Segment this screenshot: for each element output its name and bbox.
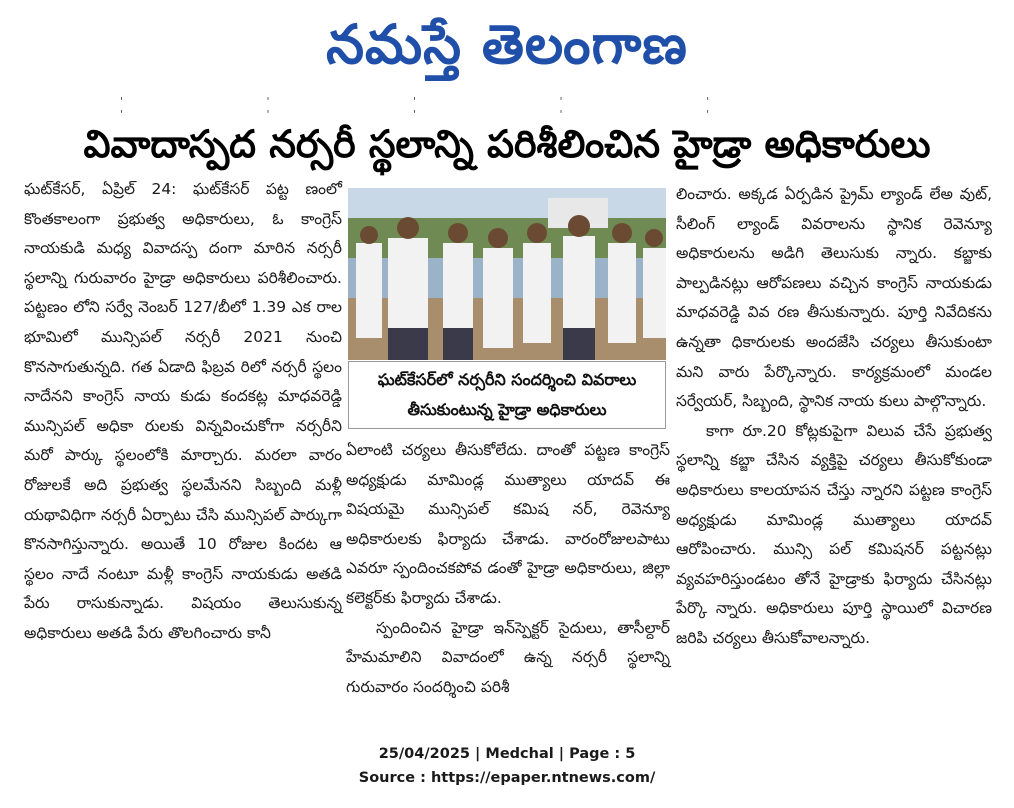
article-column-1 xyxy=(24,175,342,721)
newspaper-logo: నమస్తే తెలంగాణ xyxy=(326,13,688,76)
article-column-2 xyxy=(346,436,670,721)
article-headline: వివాదాస్పద నర్సరీ స్థలాన్ని పరిశీలించిన హైడ్రా అధికారులు xyxy=(83,122,931,166)
article-photo xyxy=(348,188,666,360)
photo-caption: ఘట్‌కేసర్‌లో నర్సరీని సందర్శించి వివరాలు తీసుకుంటున్న హైడ్రా అధికారులు xyxy=(348,361,666,429)
source-url: Source : https://epaper.ntnews.com/ xyxy=(358,770,656,786)
column-3-paragraph-2: కాగా రూ.20 కోట్లకుపైగా విలువ చేసే ప్రభుత్వ స్థలాన్ని కబ్జా చేసిన వ్యక్తిపై చర్యలు తీసుకోకుండా అధికారులు కాలయాపన చేస్తు న్నారని పట్టణ కాంగ్రెస్ అధ్యక్షుడు మామిండ్ల ముత్యాలు యాదవ్ ఆరోపించారు. మున్సి పల్ కమిషనర్ పట్టనట్లు వ్యవహరిస్తుండటం తోనే హైడ్రాకు ఫిర్యాదు చేసినట్లు పేర్కొ న్నారు. అధికారులు పూర్తి స్థాయిలో విచారణ జరిపి చర్యలు తీసుకోవాలన్నారు. xyxy=(676,421,992,647)
column-3-paragraph-1: లించారు. అక్కడ ఏర్పడిన ప్రైమ్ ల్యాండ్ లేఅ వుట్, సీలింగ్ ల్యాండ్ వివరాలను స్థానిక రెవెన్యూ అధికారులను అడిగి తెలుసుకు న్నారు. కబ్జాకు పాల్పడినట్లు ఆరోపణలు వచ్చిన కాంగ్రెస్ నాయకుడు మాధవరెడ్డి వివ రణ తీసుకున్నారు. పూర్తి నివేదికను ఉన్నతా ధికారులకు అందజేసి చర్యలు తీసుకుంటా మని వారు పేర్కొన్నారు. కార్యక్రమంలో మండల సర్వేయర్, సిబ్బంది, స్థానిక నాయ కులు పాల్గొన్నారు. xyxy=(676,185,992,411)
column-2-paragraph-2: స్పందించిన హైడ్రా ఇన్‌స్పెక్టర్ సైదులు, తాసీల్దార్ హేమమాలిని వివాదంలో ఉన్న నర్సరీ స్థలాన్ని గురువారం సందర్శించి పరిశీ xyxy=(346,618,670,696)
cut-off-text-strip: ' ' ' ' ' ' ' ' ' ' xyxy=(120,95,780,121)
edition-info: 25/04/2025 | Medchal | Page : 5 xyxy=(378,746,636,762)
article-column-3 xyxy=(676,180,992,721)
masthead xyxy=(0,2,1014,88)
column-1-text: ఘట్‌కేసర్, ఏప్రిల్ 24: ఘట్‌కేసర్ పట్ట ణంలో కొంతకాలంగా ప్రభుత్వ అధికారులు, ఓ కాంగ్రెస్ నాయకుడి మధ్య వివాదస్ప దంగా మారిన నర్సరీ స్థలాన్ని గురువారం హైడ్రా అధికారులు పరిశీలించారు. పట్టణం లోని సర్వే నెంబర్ 127/బీలో 1.39 ఎక రాల భూమిలో మున్సిపల్ నర్సరీ 2021 నుంచి కొనసాగుతున్నది. గత ఏడాది ఫిబ్రవ రిలో నర్సరీ స్థలం నాదేనని కాంగ్రెస్ నాయ కుడు కందకట్ల మాధవరెడ్డి మున్సిపల్ అధికా రులకు విన్నవించుకోగా నర్సరీని మరో పార్కు స్థలంలోకి మార్చారు. మరలా వారం రోజులకే అది ప్రభుత్వ స్థలమేనని సిబ్బంది మళ్లీ యథావిధిగా నర్సరీ ఏర్పాటు చేసి మున్సిపల్ పార్కుగా కొనసాగిస్తున్నారు. అయితే 10 రోజుల కిందట ఆ స్థలం నాదే నంటూ మళ్లీ కాంగ్రెస్ నాయకుడు అతడి పేరు రాసుకున్నాడు. విషయం తెలుసుకున్న అధికారులు అతడి పేరు తొలగించారు కానీ xyxy=(24,180,342,642)
officials-group-photo xyxy=(348,188,666,360)
column-2-paragraph-1: ఏలాంటి చర్యలు తీసుకోలేదు. దాంతో పట్టణ కాంగ్రెస్ అధ్యక్షుడు మామిండ్ల ముత్యాలు యాదవ్ ఈ విషయమై మున్సిపల్ కమిష నర్, రెవెన్యూ అధికారులకు ఫిర్యాదు చేశాడు. వారంరోజులపాటు ఎవరూ స్పందించకపోవ డంతో హైడ్రా అధికారులు, జిల్లా కలెక్టర్‌కు ఫిర్యాదు చేశాడు. xyxy=(346,441,670,607)
